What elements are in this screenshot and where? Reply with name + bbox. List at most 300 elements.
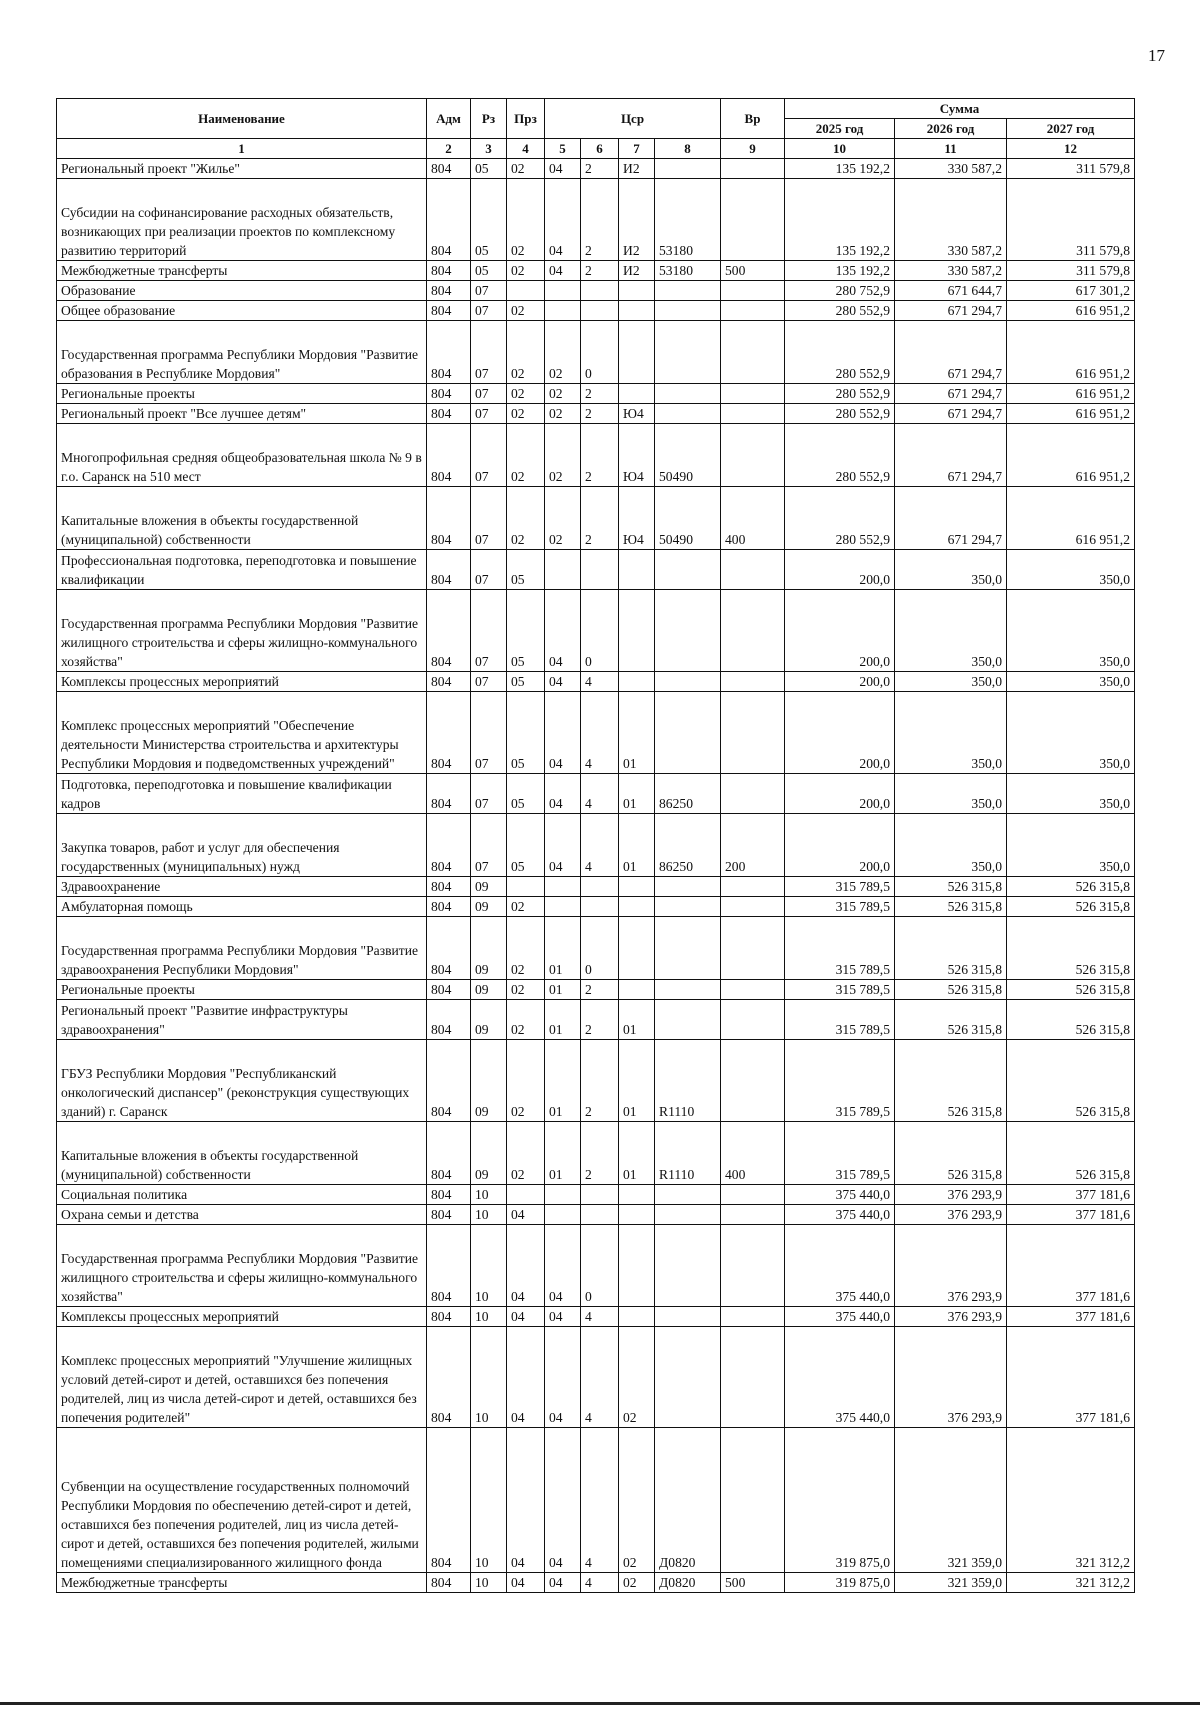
- cell-csr-project: [619, 672, 655, 692]
- cell-amount-2026: 350,0: [895, 590, 1007, 672]
- column-number: 8: [655, 139, 721, 159]
- cell-adm: 804: [427, 1307, 471, 1327]
- cell-csr-type: 4: [581, 774, 619, 814]
- cell-name: Региональные проекты: [57, 980, 427, 1000]
- table-row: [57, 774, 1135, 814]
- cell-csr-project: 01: [619, 1000, 655, 1040]
- cell-csr-program: 01: [545, 1040, 581, 1122]
- cell-csr-type: [581, 897, 619, 917]
- cell-amount-2025: 280 552,9: [785, 384, 895, 404]
- table-row: [57, 1122, 1135, 1185]
- cell-csr-program: 04: [545, 159, 581, 179]
- cell-csr-project: 01: [619, 1040, 655, 1122]
- cell-amount-2027: 617 301,2: [1007, 281, 1135, 301]
- cell-csr-program: 02: [545, 384, 581, 404]
- cell-prz: 04: [507, 1573, 545, 1593]
- cell-amount-2026: 330 587,2: [895, 159, 1007, 179]
- cell-amount-2026: 376 293,9: [895, 1185, 1007, 1205]
- cell-prz: 02: [507, 1040, 545, 1122]
- header-year-2026: 2026 год: [895, 119, 1007, 139]
- cell-amount-2025: 315 789,5: [785, 980, 895, 1000]
- cell-csr-project: 01: [619, 692, 655, 774]
- cell-csr-type: 4: [581, 814, 619, 877]
- cell-name: Образование: [57, 281, 427, 301]
- cell-csr-program: 02: [545, 321, 581, 384]
- cell-amount-2027: 616 951,2: [1007, 301, 1135, 321]
- cell-csr-project: [619, 897, 655, 917]
- cell-name: Профессиональная подготовка, переподготовка и повышение квалификации: [57, 550, 427, 590]
- cell-vr: 500: [721, 1573, 785, 1593]
- cell-csr-type: 4: [581, 1307, 619, 1327]
- cell-prz: 05: [507, 672, 545, 692]
- cell-name: Государственная программа Республики Мордовия "Развитие здравоохранения Республики Мордовия": [57, 917, 427, 980]
- cell-csr-type: 4: [581, 1428, 619, 1573]
- table-row: [57, 1000, 1135, 1040]
- cell-amount-2027: 350,0: [1007, 550, 1135, 590]
- cell-amount-2025: 200,0: [785, 774, 895, 814]
- cell-csr-project: 01: [619, 774, 655, 814]
- cell-amount-2026: 671 644,7: [895, 281, 1007, 301]
- cell-csr-direction: [655, 301, 721, 321]
- column-number: 11: [895, 139, 1007, 159]
- cell-vr: [721, 281, 785, 301]
- cell-csr-type: [581, 281, 619, 301]
- cell-rz: 09: [471, 980, 507, 1000]
- cell-vr: 400: [721, 1122, 785, 1185]
- cell-csr-type: [581, 301, 619, 321]
- table-row: [57, 384, 1135, 404]
- cell-name: Комплексы процессных мероприятий: [57, 1307, 427, 1327]
- cell-csr-direction: [655, 1000, 721, 1040]
- cell-vr: [721, 404, 785, 424]
- cell-csr-project: [619, 301, 655, 321]
- cell-prz: 05: [507, 774, 545, 814]
- cell-csr-project: 02: [619, 1573, 655, 1593]
- cell-amount-2026: 376 293,9: [895, 1205, 1007, 1225]
- cell-amount-2026: 671 294,7: [895, 384, 1007, 404]
- cell-amount-2027: 526 315,8: [1007, 877, 1135, 897]
- cell-rz: 07: [471, 384, 507, 404]
- cell-prz: 02: [507, 301, 545, 321]
- cell-csr-direction: [655, 1327, 721, 1428]
- cell-name: Комплекс процессных мероприятий "Обеспечение деятельности Министерства строительства и архитектуры Республики Мордовия и подведомственных учреждений": [57, 692, 427, 774]
- cell-csr-program: [545, 1185, 581, 1205]
- cell-prz: 02: [507, 1000, 545, 1040]
- cell-vr: [721, 1428, 785, 1573]
- cell-csr-direction: [655, 590, 721, 672]
- cell-csr-program: 04: [545, 814, 581, 877]
- cell-amount-2027: 616 951,2: [1007, 424, 1135, 487]
- cell-csr-project: 01: [619, 814, 655, 877]
- cell-amount-2026: 376 293,9: [895, 1327, 1007, 1428]
- cell-csr-direction: [655, 550, 721, 590]
- cell-amount-2025: 200,0: [785, 550, 895, 590]
- cell-rz: 07: [471, 672, 507, 692]
- table-row: [57, 672, 1135, 692]
- cell-vr: 500: [721, 261, 785, 281]
- cell-vr: [721, 1327, 785, 1428]
- table-row: [57, 1428, 1135, 1573]
- cell-csr-program: 04: [545, 1428, 581, 1573]
- cell-amount-2026: 671 294,7: [895, 424, 1007, 487]
- cell-adm: 804: [427, 980, 471, 1000]
- cell-amount-2025: 375 440,0: [785, 1225, 895, 1307]
- cell-csr-type: 0: [581, 590, 619, 672]
- cell-amount-2027: 350,0: [1007, 814, 1135, 877]
- cell-amount-2027: 526 315,8: [1007, 980, 1135, 1000]
- cell-csr-type: 4: [581, 1327, 619, 1428]
- cell-csr-type: 2: [581, 424, 619, 487]
- cell-vr: 400: [721, 487, 785, 550]
- cell-csr-project: [619, 550, 655, 590]
- cell-prz: 02: [507, 321, 545, 384]
- cell-vr: [721, 301, 785, 321]
- cell-name: Здравоохранение: [57, 877, 427, 897]
- cell-adm: 804: [427, 590, 471, 672]
- cell-adm: 804: [427, 301, 471, 321]
- cell-amount-2026: 376 293,9: [895, 1307, 1007, 1327]
- cell-amount-2026: 350,0: [895, 550, 1007, 590]
- cell-csr-project: [619, 1225, 655, 1307]
- cell-amount-2026: 350,0: [895, 692, 1007, 774]
- cell-vr: [721, 1185, 785, 1205]
- cell-adm: 804: [427, 897, 471, 917]
- cell-amount-2027: 616 951,2: [1007, 384, 1135, 404]
- cell-rz: 09: [471, 1040, 507, 1122]
- cell-adm: 804: [427, 261, 471, 281]
- column-number: 6: [581, 139, 619, 159]
- cell-csr-project: [619, 1185, 655, 1205]
- cell-prz: 04: [507, 1428, 545, 1573]
- header-rz: Рз: [471, 99, 507, 139]
- cell-csr-type: 2: [581, 159, 619, 179]
- cell-rz: 07: [471, 814, 507, 877]
- table-row: [57, 321, 1135, 384]
- cell-csr-project: И2: [619, 159, 655, 179]
- cell-adm: 804: [427, 424, 471, 487]
- cell-csr-program: [545, 897, 581, 917]
- column-number: 7: [619, 139, 655, 159]
- cell-csr-type: 4: [581, 672, 619, 692]
- cell-prz: 05: [507, 692, 545, 774]
- cell-amount-2027: 616 951,2: [1007, 321, 1135, 384]
- table-row: [57, 424, 1135, 487]
- cell-adm: 804: [427, 672, 471, 692]
- page-number: 17: [1148, 46, 1165, 65]
- cell-csr-direction: [655, 917, 721, 980]
- cell-amount-2026: 350,0: [895, 814, 1007, 877]
- cell-csr-type: 0: [581, 321, 619, 384]
- cell-amount-2026: 671 294,7: [895, 301, 1007, 321]
- cell-prz: 05: [507, 590, 545, 672]
- cell-amount-2025: 200,0: [785, 814, 895, 877]
- cell-csr-program: 04: [545, 590, 581, 672]
- cell-amount-2027: 526 315,8: [1007, 1000, 1135, 1040]
- cell-csr-direction: [655, 281, 721, 301]
- cell-amount-2026: 321 359,0: [895, 1573, 1007, 1593]
- cell-name: Межбюджетные трансферты: [57, 1573, 427, 1593]
- cell-csr-project: Ю4: [619, 424, 655, 487]
- cell-csr-project: [619, 1307, 655, 1327]
- cell-name: Региональный проект "Жилье": [57, 159, 427, 179]
- cell-prz: [507, 1185, 545, 1205]
- cell-prz: 04: [507, 1225, 545, 1307]
- cell-adm: 804: [427, 877, 471, 897]
- cell-csr-type: 2: [581, 980, 619, 1000]
- cell-csr-type: 0: [581, 917, 619, 980]
- cell-vr: 200: [721, 814, 785, 877]
- cell-csr-project: 02: [619, 1428, 655, 1573]
- cell-rz: 07: [471, 692, 507, 774]
- column-number: 12: [1007, 139, 1135, 159]
- cell-rz: 09: [471, 877, 507, 897]
- cell-csr-program: 02: [545, 404, 581, 424]
- table-header: [57, 99, 1135, 159]
- cell-adm: 804: [427, 281, 471, 301]
- cell-amount-2025: 375 440,0: [785, 1185, 895, 1205]
- cell-adm: 804: [427, 1225, 471, 1307]
- cell-adm: 804: [427, 1122, 471, 1185]
- cell-csr-project: [619, 321, 655, 384]
- cell-amount-2025: 315 789,5: [785, 1000, 895, 1040]
- cell-adm: 804: [427, 1428, 471, 1573]
- cell-name: Комплекс процессных мероприятий "Улучшение жилищных условий детей-сирот и детей, оставшихся без попечения родителей, лиц из числа детей-сирот и детей, оставшихся без попечения родителей": [57, 1327, 427, 1428]
- cell-prz: 05: [507, 550, 545, 590]
- cell-csr-type: 4: [581, 1573, 619, 1593]
- cell-amount-2026: 671 294,7: [895, 321, 1007, 384]
- cell-name: Субвенции на осуществление государственных полномочий Республики Мордовия по обеспечению детей-сирот и детей, оставшихся без попечения родителей, лиц из числа детей-сирот и детей, оставшихся без попечения родителей, жилыми помещениями специализированного жилищного фонда: [57, 1428, 427, 1573]
- cell-vr: [721, 550, 785, 590]
- cell-rz: 10: [471, 1573, 507, 1593]
- cell-csr-type: [581, 550, 619, 590]
- cell-vr: [721, 774, 785, 814]
- table-row: [57, 487, 1135, 550]
- cell-amount-2027: 350,0: [1007, 692, 1135, 774]
- cell-csr-type: 2: [581, 179, 619, 261]
- cell-csr-program: 04: [545, 179, 581, 261]
- cell-csr-program: 02: [545, 424, 581, 487]
- cell-amount-2026: 526 315,8: [895, 980, 1007, 1000]
- table-row: [57, 1205, 1135, 1225]
- cell-prz: 02: [507, 159, 545, 179]
- cell-adm: 804: [427, 550, 471, 590]
- cell-csr-program: [545, 281, 581, 301]
- cell-csr-direction: 53180: [655, 261, 721, 281]
- cell-amount-2027: 526 315,8: [1007, 1040, 1135, 1122]
- cell-rz: 07: [471, 321, 507, 384]
- cell-csr-direction: Д0820: [655, 1428, 721, 1573]
- cell-csr-direction: 86250: [655, 774, 721, 814]
- cell-csr-type: 2: [581, 1000, 619, 1040]
- cell-csr-direction: [655, 980, 721, 1000]
- table-row: [57, 590, 1135, 672]
- cell-amount-2025: 280 552,9: [785, 424, 895, 487]
- cell-amount-2025: 319 875,0: [785, 1428, 895, 1573]
- cell-vr: [721, 692, 785, 774]
- cell-csr-direction: [655, 1307, 721, 1327]
- cell-adm: 804: [427, 1573, 471, 1593]
- cell-csr-program: 02: [545, 487, 581, 550]
- cell-csr-type: 4: [581, 692, 619, 774]
- cell-vr: [721, 384, 785, 404]
- cell-prz: 02: [507, 404, 545, 424]
- cell-rz: 07: [471, 774, 507, 814]
- cell-csr-type: 2: [581, 404, 619, 424]
- cell-csr-direction: [655, 404, 721, 424]
- cell-csr-direction: [655, 384, 721, 404]
- cell-vr: [721, 980, 785, 1000]
- cell-amount-2025: 315 789,5: [785, 1040, 895, 1122]
- cell-csr-direction: Д0820: [655, 1573, 721, 1593]
- cell-vr: [721, 1205, 785, 1225]
- table-row: [57, 1307, 1135, 1327]
- cell-csr-type: 2: [581, 487, 619, 550]
- cell-csr-program: 04: [545, 1327, 581, 1428]
- cell-prz: 02: [507, 261, 545, 281]
- cell-amount-2027: 377 181,6: [1007, 1225, 1135, 1307]
- cell-csr-type: [581, 1205, 619, 1225]
- table-row: [57, 1573, 1135, 1593]
- cell-csr-direction: 50490: [655, 424, 721, 487]
- table-row: [57, 550, 1135, 590]
- cell-csr-project: 02: [619, 1327, 655, 1428]
- cell-rz: 07: [471, 550, 507, 590]
- cell-vr: [721, 1225, 785, 1307]
- column-number: 1: [57, 139, 427, 159]
- cell-amount-2025: 200,0: [785, 590, 895, 672]
- table-row: [57, 980, 1135, 1000]
- cell-adm: 804: [427, 321, 471, 384]
- cell-csr-project: Ю4: [619, 404, 655, 424]
- cell-amount-2027: 321 312,2: [1007, 1428, 1135, 1573]
- cell-amount-2027: 311 579,8: [1007, 159, 1135, 179]
- cell-csr-type: 2: [581, 1122, 619, 1185]
- cell-amount-2025: 315 789,5: [785, 1122, 895, 1185]
- table-row: [57, 159, 1135, 179]
- table-row: [57, 1185, 1135, 1205]
- cell-rz: 09: [471, 897, 507, 917]
- cell-csr-program: [545, 1205, 581, 1225]
- cell-name: Капитальные вложения в объекты государственной (муниципальной) собственности: [57, 487, 427, 550]
- cell-vr: [721, 321, 785, 384]
- cell-csr-program: 04: [545, 1573, 581, 1593]
- cell-amount-2026: 671 294,7: [895, 404, 1007, 424]
- cell-csr-direction: [655, 897, 721, 917]
- cell-prz: [507, 877, 545, 897]
- cell-name: Общее образование: [57, 301, 427, 321]
- cell-vr: [721, 179, 785, 261]
- cell-adm: 804: [427, 692, 471, 774]
- cell-rz: 07: [471, 404, 507, 424]
- cell-amount-2025: 315 789,5: [785, 897, 895, 917]
- cell-vr: [721, 424, 785, 487]
- cell-prz: [507, 281, 545, 301]
- table-row: [57, 1327, 1135, 1428]
- cell-amount-2026: 526 315,8: [895, 877, 1007, 897]
- cell-csr-program: 04: [545, 774, 581, 814]
- cell-amount-2025: 315 789,5: [785, 917, 895, 980]
- cell-adm: 804: [427, 917, 471, 980]
- cell-name: ГБУЗ Республики Мордовия "Республиканский онкологический диспансер" (реконструкция существующих зданий) г. Саранск: [57, 1040, 427, 1122]
- cell-vr: [721, 1307, 785, 1327]
- cell-name: Государственная программа Республики Мордовия "Развитие жилищного строительства и сферы жилищно-коммунального хозяйства": [57, 590, 427, 672]
- cell-amount-2026: 350,0: [895, 672, 1007, 692]
- header-summa: Сумма: [785, 99, 1135, 119]
- cell-csr-project: [619, 590, 655, 672]
- cell-csr-program: [545, 301, 581, 321]
- table-row: [57, 281, 1135, 301]
- cell-csr-program: 01: [545, 917, 581, 980]
- cell-csr-direction: [655, 1185, 721, 1205]
- cell-name: Региональные проекты: [57, 384, 427, 404]
- cell-name: Межбюджетные трансферты: [57, 261, 427, 281]
- cell-amount-2025: 280 552,9: [785, 321, 895, 384]
- cell-vr: [721, 897, 785, 917]
- cell-name: Закупка товаров, работ и услуг для обеспечения государственных (муниципальных) нужд: [57, 814, 427, 877]
- cell-amount-2026: 376 293,9: [895, 1225, 1007, 1307]
- cell-name: Государственная программа Республики Мордовия "Развитие жилищного строительства и сферы жилищно-коммунального хозяйства": [57, 1225, 427, 1307]
- cell-amount-2027: 526 315,8: [1007, 917, 1135, 980]
- cell-csr-type: [581, 877, 619, 897]
- cell-amount-2026: 330 587,2: [895, 261, 1007, 281]
- cell-amount-2025: 375 440,0: [785, 1307, 895, 1327]
- cell-amount-2026: 526 315,8: [895, 1122, 1007, 1185]
- cell-csr-program: 01: [545, 1000, 581, 1040]
- column-number: 5: [545, 139, 581, 159]
- cell-amount-2027: 311 579,8: [1007, 179, 1135, 261]
- cell-csr-program: 01: [545, 980, 581, 1000]
- cell-csr-type: [581, 1185, 619, 1205]
- cell-csr-project: Ю4: [619, 487, 655, 550]
- header-year-2027: 2027 год: [1007, 119, 1135, 139]
- cell-csr-project: [619, 917, 655, 980]
- cell-csr-direction: [655, 692, 721, 774]
- cell-prz: 02: [507, 424, 545, 487]
- table-row: [57, 814, 1135, 877]
- cell-csr-direction: [655, 159, 721, 179]
- header-year-2025: 2025 год: [785, 119, 895, 139]
- cell-amount-2025: 375 440,0: [785, 1205, 895, 1225]
- header-vr: Вр: [721, 99, 785, 139]
- cell-name: Социальная политика: [57, 1185, 427, 1205]
- cell-name: Многопрофильная средняя общеобразовательная школа № 9 в г.о. Саранск на 510 мест: [57, 424, 427, 487]
- cell-adm: 804: [427, 774, 471, 814]
- cell-csr-program: 04: [545, 672, 581, 692]
- cell-csr-project: [619, 384, 655, 404]
- cell-csr-program: 04: [545, 261, 581, 281]
- cell-rz: 05: [471, 159, 507, 179]
- cell-rz: 07: [471, 281, 507, 301]
- cell-rz: 09: [471, 1000, 507, 1040]
- cell-csr-project: [619, 980, 655, 1000]
- cell-vr: [721, 590, 785, 672]
- column-numbers-row: [57, 139, 1135, 159]
- table-row: [57, 404, 1135, 424]
- cell-adm: 804: [427, 1205, 471, 1225]
- cell-rz: 10: [471, 1327, 507, 1428]
- cell-prz: 02: [507, 384, 545, 404]
- cell-prz: 04: [507, 1327, 545, 1428]
- cell-name: Субсидии на софинансирование расходных обязательств, возникающих при реализации проектов по комплексному развитию территорий: [57, 179, 427, 261]
- cell-amount-2025: 280 752,9: [785, 281, 895, 301]
- cell-amount-2026: 526 315,8: [895, 897, 1007, 917]
- cell-vr: [721, 1040, 785, 1122]
- cell-csr-direction: R1110: [655, 1040, 721, 1122]
- cell-adm: 804: [427, 159, 471, 179]
- cell-rz: 07: [471, 424, 507, 487]
- cell-rz: 05: [471, 261, 507, 281]
- table-row: [57, 1040, 1135, 1122]
